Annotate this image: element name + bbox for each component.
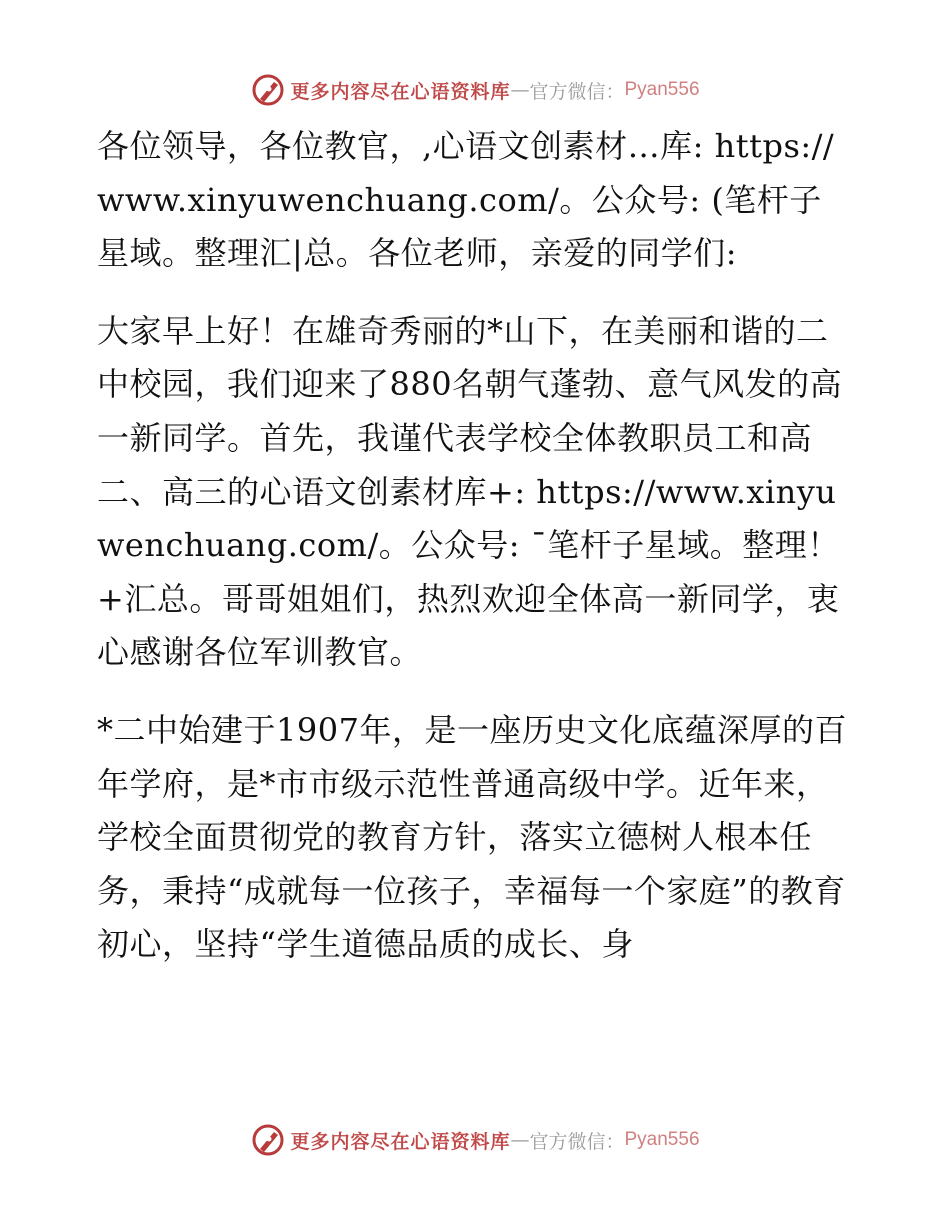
banner-wechat-id: Pyan556 bbox=[624, 1129, 700, 1150]
paragraph-greeting: 各位领导，各位教官，,心语文创素材…库: https://www.xinyuwenchuang.com/。公众号: (笔杆子星域。整理汇|总。各位老师，亲爱的同学们: bbox=[97, 127, 835, 273]
document-body bbox=[97, 120, 852, 996]
header-banner bbox=[0, 70, 950, 110]
pen-logo-icon bbox=[250, 1122, 286, 1158]
footer-banner bbox=[0, 1120, 950, 1160]
banner-dash: — bbox=[510, 1129, 530, 1151]
banner-wechat-label: 官方微信： bbox=[529, 1130, 625, 1153]
paragraph-welcome: 大家早上好！在雄奇秀丽的*山下，在美丽和谐的二中校园，我们迎来了880名朝气蓬勃、意气风发的高一新同学。首先，我谨代表学校全体教职员工和高二、高三的心语文创素材库+: https://www.xinyuwenchuang.com/。公众号: ¯笔杆子星域。整理！+汇总。哥哥姐姐们，热烈欢迎全体高一新同学，衷心感谢各位军训教官。 bbox=[97, 311, 843, 672]
banner-wechat-id: Pyan556 bbox=[624, 79, 700, 100]
pen-logo-icon bbox=[250, 72, 286, 108]
banner-title: 更多内容尽在心语资料库 bbox=[290, 1130, 511, 1153]
banner-title: 更多内容尽在心语资料库 bbox=[290, 80, 511, 103]
paragraph-school-history: *二中始建于1907年，是一座历史文化底蕴深厚的百年学府，是*市市级示范性普通高级中学。近年来，学校全面贯彻党的教育方针，落实立德树人根本任务，秉持“成就每一位孩子，幸福每一个家庭”的教育初心，坚持“学生道德品质的成长、身 bbox=[97, 710, 847, 964]
banner-wechat-label: 官方微信： bbox=[529, 80, 625, 103]
banner-dash: — bbox=[510, 79, 530, 101]
